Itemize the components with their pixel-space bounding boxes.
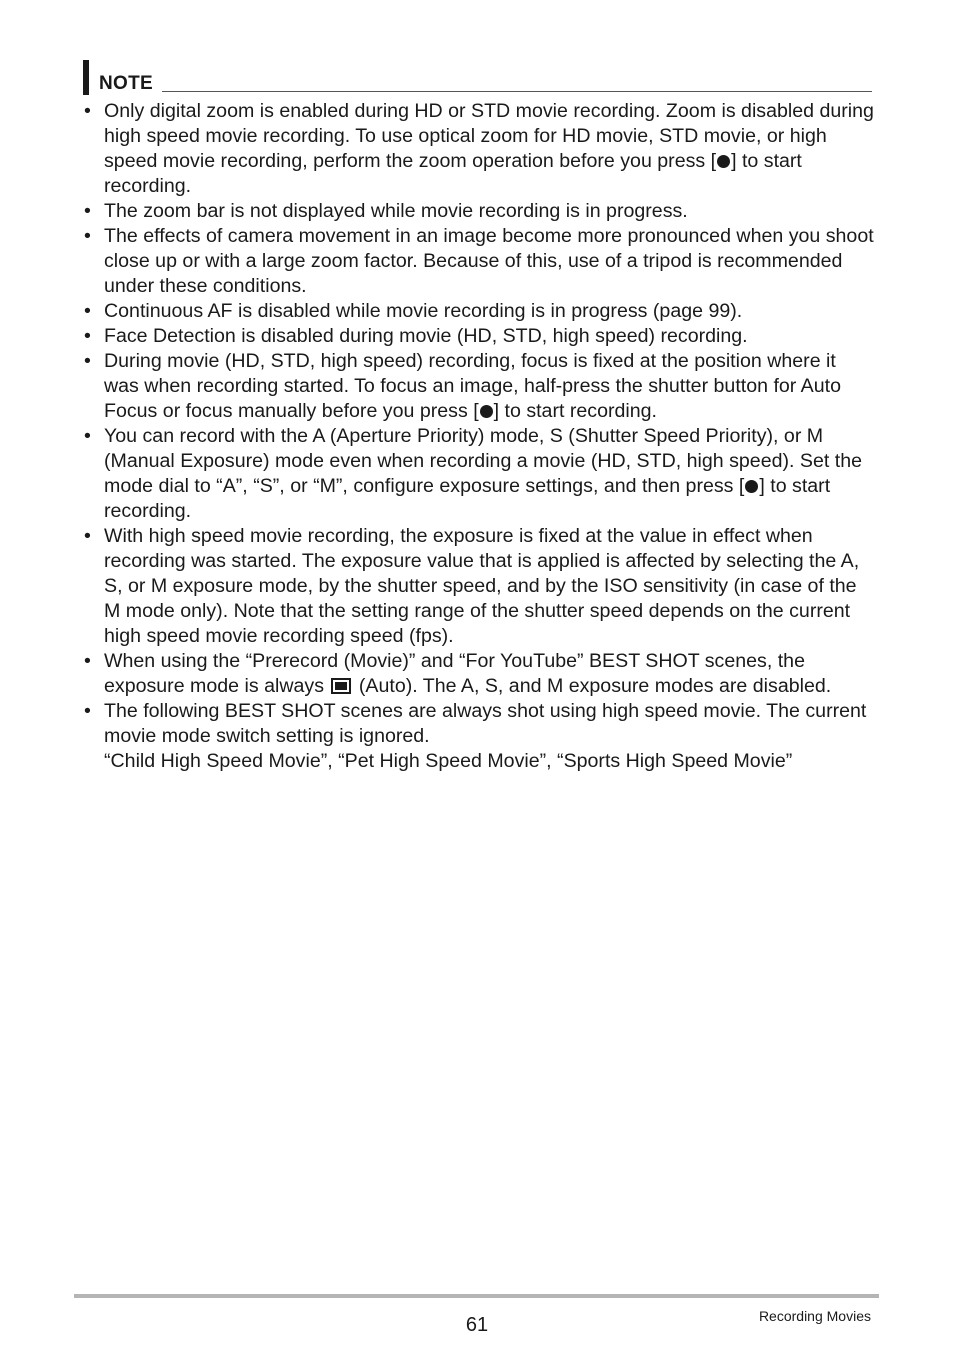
note-item-text: The zoom bar is not displayed while movie recording is in progress. bbox=[104, 200, 688, 222]
bullet-icon: • bbox=[84, 225, 91, 247]
note-item bbox=[84, 324, 874, 349]
note-item-text-after: ] to start recording. bbox=[104, 475, 831, 522]
bullet-icon: • bbox=[84, 300, 91, 322]
note-item-text: With high speed movie recording, the exposure is fixed at the value in effect when recording was started. The exposure value that is applied is affected by selecting the A, S, or M exposure mode, by the shutter speed, and by the ISO sensitivity (in case of the M mode only). Note that the setting range of the shutter speed depends on the current high speed movie recording speed (fps). bbox=[104, 525, 860, 647]
note-item bbox=[84, 299, 874, 324]
note-item-text-after: (Auto). The A, S, and M exposure modes are disabled. bbox=[353, 675, 832, 697]
record-dot-icon bbox=[480, 405, 493, 418]
note-item bbox=[84, 699, 874, 774]
note-item bbox=[84, 649, 874, 699]
bullet-icon: • bbox=[84, 425, 91, 447]
bullet-icon: • bbox=[84, 525, 91, 547]
note-item bbox=[84, 424, 874, 524]
note-list bbox=[84, 99, 874, 774]
note-item-text: During movie (HD, STD, high speed) recording, focus is fixed at the position where it was when recording started. To focus an image, half-press the shutter button for Auto Focus or focus manually before you press [ bbox=[104, 350, 841, 422]
footer-rule bbox=[74, 1294, 879, 1298]
note-item-scene-list: “Child High Speed Movie”, “Pet High Speed Movie”, “Sports High Speed Movie” bbox=[104, 750, 793, 772]
page-number: 61 bbox=[465, 1314, 489, 1336]
note-header bbox=[83, 60, 872, 96]
bullet-icon: • bbox=[84, 700, 91, 722]
record-dot-icon bbox=[717, 155, 730, 168]
note-label: NOTE bbox=[99, 73, 153, 94]
bullet-icon: • bbox=[84, 650, 91, 672]
note-item-text: You can record with the A (Aperture Priority) mode, S (Shutter Speed Priority), or M (Manual Exposure) mode even when recording a movie (HD, STD, high speed). Set the mode dial to “A”, “S”, or “M”, configure exposure settings, and then press [ bbox=[104, 425, 862, 497]
section-name: Recording Movies bbox=[758, 1308, 871, 1324]
note-item-text: The effects of camera movement in an image become more pronounced when you shoot close up or with a large zoom factor. Because of this, use of a tripod is recommended under these conditions. bbox=[104, 225, 874, 297]
note-rule bbox=[162, 91, 872, 92]
note-item bbox=[84, 524, 874, 649]
bullet-icon: • bbox=[84, 100, 91, 122]
note-item-text-after: ] to start recording. bbox=[493, 400, 657, 422]
note-item bbox=[84, 99, 874, 199]
record-dot-icon bbox=[745, 480, 758, 493]
note-item bbox=[84, 224, 874, 299]
note-item-text-after: ] to start recording. bbox=[104, 150, 802, 197]
note-item-text: Face Detection is disabled during movie (HD, STD, high speed) recording. bbox=[104, 325, 748, 347]
note-item-text: The following BEST SHOT scenes are always shot using high speed movie. The current movie mode switch setting is ignored. bbox=[104, 700, 867, 747]
note-item bbox=[84, 349, 874, 424]
bullet-icon: • bbox=[84, 325, 91, 347]
note-marker-bar bbox=[83, 60, 89, 95]
bullet-icon: • bbox=[84, 350, 91, 372]
note-item-text: When using the “Prerecord (Movie)” and “For YouTube” BEST SHOT scenes, the exposure mode is always bbox=[104, 650, 805, 697]
auto-mode-icon bbox=[331, 678, 351, 694]
note-item bbox=[84, 199, 874, 224]
note-item-text: Only digital zoom is enabled during HD or STD movie recording. Zoom is disabled during high speed movie recording. To use optical zoom for HD movie, STD movie, or high speed movie recording, perform the zoom operation before you press [ bbox=[104, 100, 874, 172]
bullet-icon: • bbox=[84, 200, 91, 222]
note-item-text: Continuous AF is disabled while movie recording is in progress (page 99). bbox=[104, 300, 743, 322]
